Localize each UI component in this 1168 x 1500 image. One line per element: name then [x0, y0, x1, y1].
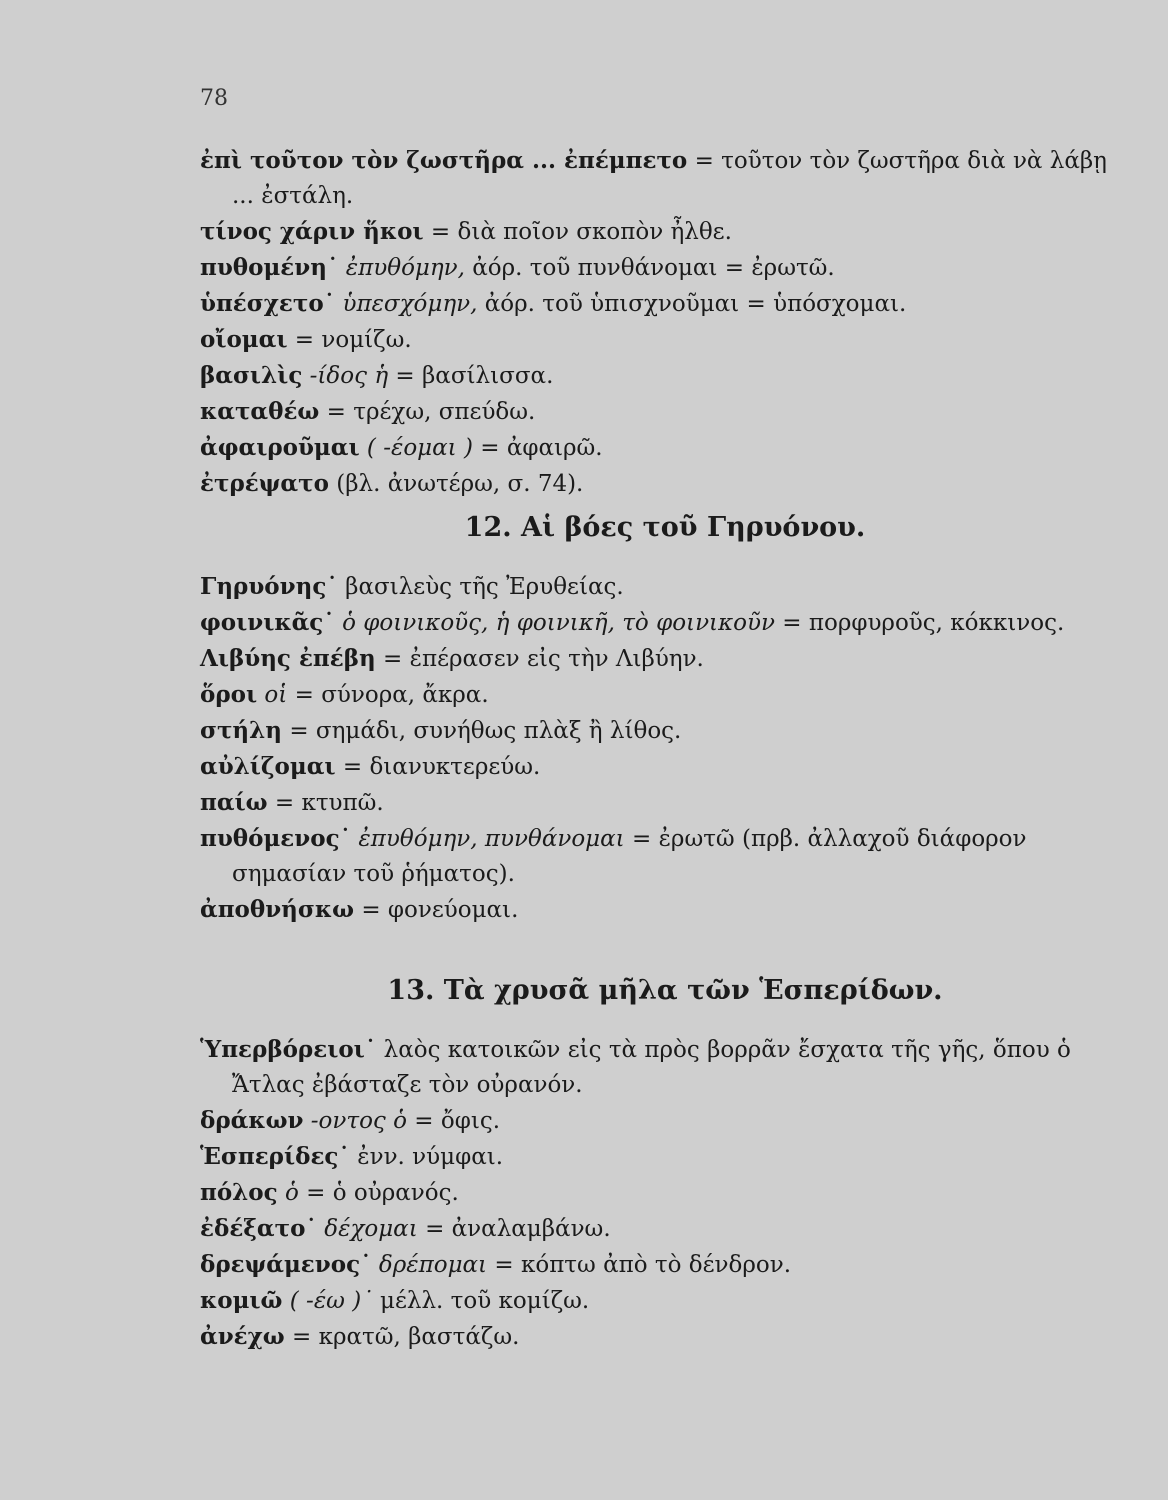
headword: ἐπὶ τοῦτον τὸν ζωστῆρα ... ἐπέμπετο — [200, 147, 688, 174]
glossary-entry — [200, 1175, 1130, 1211]
entry-list — [200, 569, 1130, 928]
glossary-entry — [200, 214, 1130, 250]
headword: δράκων — [200, 1107, 304, 1134]
grammatical-form: ἐπυθόμην, — [345, 255, 465, 281]
glossary-entry — [200, 749, 1130, 785]
definition: = κόπτω ἀπὸ τὸ δένδρον. — [494, 1252, 792, 1278]
definition: = φονεύομαι. — [361, 897, 519, 923]
definition: βασιλεὺς τῆς Ἐρυθείας. — [345, 574, 624, 600]
glossary-entry — [200, 1032, 1130, 1103]
headword: ἀνέχω — [200, 1323, 285, 1350]
definition: ἐνν. νύμφαι. — [357, 1144, 504, 1170]
glossary-entry — [200, 569, 1130, 605]
glossary-entry — [200, 1247, 1130, 1283]
headword: κομιῶ — [200, 1287, 283, 1314]
headword: πυθόμενος˙ — [200, 825, 352, 852]
glossary-entry — [200, 892, 1130, 928]
definition: (βλ. ἀνωτέρω, σ. 74). — [336, 471, 584, 497]
definition: = σύνορα, ἄκρα. — [294, 682, 489, 708]
glossary-section-12 — [200, 512, 1130, 928]
grammatical-form: οἱ — [264, 682, 288, 708]
definition: λαὸς κατοικῶν εἰς τὰ πρὸς βορρᾶν ἔσχατα τῆς γῆς, ὅπου ὁ Ἄτλας ἐβάσταζε τὸν οὐρανόν. — [232, 1037, 1071, 1098]
glossary-entry — [200, 286, 1130, 322]
glossary-section-11 — [200, 143, 1130, 502]
grammatical-form: δρέπομαι — [378, 1252, 488, 1278]
headword: Ἑσπερίδες˙ — [200, 1143, 350, 1170]
definition: = ἐρωτῶ (πρβ. ἀλλαχοῦ διάφορον σημασίαν τοῦ ῥήματος). — [232, 826, 1027, 887]
glossary-entry — [200, 143, 1130, 214]
definition: = τοῦτον τὸν ζωστῆρα διὰ νὰ λάβῃ ... ἐστάλη. — [232, 148, 1107, 209]
grammatical-form: ( -έω )˙ — [289, 1288, 373, 1314]
definition: μέλλ. τοῦ κομίζω. — [380, 1288, 590, 1314]
glossary-entry — [200, 785, 1130, 821]
grammatical-form: ὁ φοινικοῦς, ἡ φοινικῆ, τὸ φοινικοῦν — [342, 610, 775, 636]
headword: Ὑπερβόρειοι˙ — [200, 1036, 377, 1063]
glossary-entry — [200, 358, 1130, 394]
definition: = διανυκτερεύω. — [342, 754, 541, 780]
glossary-entry — [200, 1103, 1130, 1139]
headword: ἀφαιροῦμαι — [200, 434, 360, 461]
definition: = τρέχω, σπεύδω. — [326, 399, 536, 425]
headword: Λιβύης ἐπέβη — [200, 645, 376, 672]
definition: = κτυπῶ. — [274, 790, 384, 816]
glossary-entry — [200, 466, 1130, 502]
headword: ὑπέσχετο˙ — [200, 290, 336, 317]
glossary-entry — [200, 1211, 1130, 1247]
headword: βασιλὶς — [200, 362, 303, 389]
headword: παίω — [200, 789, 268, 816]
glossary-section-13 — [200, 975, 1130, 1355]
headword: Γηρυόνης˙ — [200, 573, 338, 600]
glossary-entry — [200, 677, 1130, 713]
headword: πυθομένη˙ — [200, 254, 339, 281]
definition: = ἐπέρασεν εἰς τὴν Λιβύην. — [383, 646, 704, 672]
glossary-entry — [200, 641, 1130, 677]
grammatical-form: ὑπεσχόμην, — [342, 291, 478, 317]
headword: οἴομαι — [200, 326, 288, 353]
entry-list — [200, 1032, 1130, 1355]
grammatical-form: ἐπυθόμην, πυνθάνομαι — [358, 826, 625, 852]
grammatical-form: ( -έομαι ) — [366, 435, 473, 461]
definition: = ὁ οὐρανός. — [306, 1180, 459, 1206]
page-number: 78 — [200, 86, 228, 111]
headword: δρεψάμενος˙ — [200, 1251, 372, 1278]
headword: τίνος χάριν ἥκοι — [200, 218, 424, 245]
glossary-entry — [200, 250, 1130, 286]
glossary-entry — [200, 394, 1130, 430]
definition: = βασίλισσα. — [395, 363, 554, 389]
grammatical-form: -ίδος ἡ — [309, 363, 389, 389]
grammatical-form: -οντος ὁ — [310, 1108, 407, 1134]
definition: = διὰ ποῖον σκοπὸν ἦλθε. — [430, 219, 732, 245]
definition: ἀόρ. τοῦ ὑπισχνοῦμαι = ὑπόσχομαι. — [484, 291, 907, 317]
definition: = ὄφις. — [414, 1108, 501, 1134]
definition: = νομίζω. — [294, 327, 412, 353]
definition: = πορφυροῦς, κόκκινος. — [782, 610, 1065, 636]
definition: ἀόρ. τοῦ πυνθάνομαι = ἐρωτῶ. — [472, 255, 835, 281]
definition: = κρατῶ, βαστάζω. — [291, 1324, 520, 1350]
glossary-entry — [200, 605, 1130, 641]
headword: φοινικᾶς˙ — [200, 609, 335, 636]
glossary-entry — [200, 1319, 1130, 1355]
glossary-entry — [200, 322, 1130, 358]
headword: ἀποθνήσκω — [200, 896, 354, 923]
glossary-entry — [200, 713, 1130, 749]
glossary-entry — [200, 430, 1130, 466]
entry-list — [200, 143, 1130, 502]
headword: ὅροι — [200, 681, 258, 708]
headword: πόλος — [200, 1179, 278, 1206]
headword: στήλη — [200, 717, 283, 744]
section-heading: 13. Τὰ χρυσᾶ μῆλα τῶν Ἑσπερίδων. — [387, 975, 943, 1006]
headword: καταθέω — [200, 398, 320, 425]
glossary-entry — [200, 1139, 1130, 1175]
definition: = σημάδι, συνήθως πλὰξ ἢ λίθος. — [289, 718, 682, 744]
headword: ἐτρέψατο — [200, 470, 329, 497]
grammatical-form: ὁ — [284, 1180, 299, 1206]
glossary-entry — [200, 1283, 1130, 1319]
grammatical-form: δέχομαι — [324, 1216, 418, 1242]
glossary-entry — [200, 821, 1130, 892]
definition: = ἀφαιρῶ. — [480, 435, 603, 461]
section-heading: 12. Αἱ βόες τοῦ Γηρυόνου. — [464, 512, 866, 543]
headword: ἐδέξατο˙ — [200, 1215, 317, 1242]
headword: αὐλίζομαι — [200, 753, 336, 780]
definition: = ἀναλαμβάνω. — [425, 1216, 611, 1242]
